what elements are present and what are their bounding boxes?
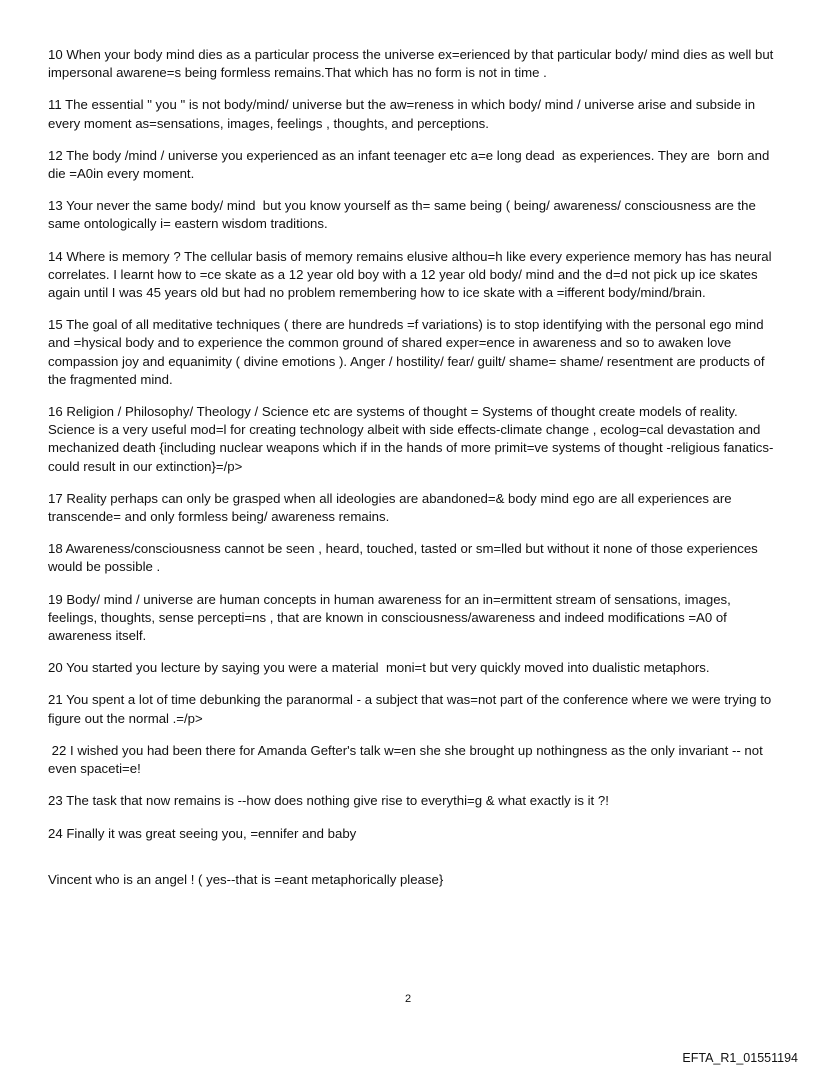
paragraph-10: 10 When your body mind dies as a particular process the universe ex=erienced by that particular body/ mind dies as well but impersonal awarene=s being formless remains.That which has no form is not in time . — [48, 47, 778, 81]
paragraph-15: 15 The goal of all meditative techniques ( there are hundreds =f variations) is to stop identifying with the personal ego mind and =hysical body and to experience the common ground of shared exper=ence in awareness and so to awaken love compassion joy and equanimity ( divine emotions ). Anger / hostility/ fear/ guilt/ shame= shame/ resentment are products of the fragmented mind. — [48, 317, 771, 387]
paragraph-11: 11 The essential " you " is not body/mind/ universe but the aw=reness in which body/ mind / universe arise and subside in every moment as=sensations, images, feelings , thoughts, and perceptions. — [48, 97, 759, 131]
paragraph-12: 12 The body /mind / universe you experienced as an infant teenager etc a=e long dead as experiences. They are born and die =A0in every moment. — [48, 147, 773, 182]
paragraph-20: 20 You started you lecture by saying you were a material moni=t but very quickly moved into dualistic metaphors. — [48, 660, 710, 676]
paragraph-23: 23 The task that now remains is --how does nothing give rise to everythi=g & what exactly is it ?! — [48, 793, 609, 809]
paragraph-18: 18 Awareness/consciousness cannot be seen , heard, touched, tasted or sm=lled but without it none of those experiences would be possible . — [48, 541, 762, 575]
paragraph-21: 21 You spent a lot of time debunking the paranormal - a subject that was=not part of the conference where we were trying to figure out the normal .=/p> — [48, 692, 775, 726]
paragraph-17: 17 Reality perhaps can only be grasped when all ideologies are abandoned=& body mind ego are all experiences are transcende= and only formless being/ awareness remains. — [48, 490, 736, 525]
page-number: 2 — [404, 993, 412, 1005]
paragraph-14: 14 Where is memory ? The cellular basis of memory remains elusive althou=h like every experience memory has has neural correlates. I learnt how to =ce skate as a 12 year old boy with a 12 year old body/ mind and the d=d not pick up ice skates again until I was 45 years old but had no problem remembering how to ice skate with a =ifferent body/mind/brain. — [48, 248, 776, 301]
closing-line: Vincent who is an angel ! ( yes--that is =eant metaphorically please} — [48, 871, 444, 887]
paragraph-24: 24 Finally it was great seeing you, =ennifer and baby — [48, 825, 357, 841]
paragraph-13: 13 Your never the same body/ mind but you know yourself as th= same being ( being/ awareness/ consciousness are the same ontologically i= eastern wisdom traditions. — [48, 198, 760, 232]
paragraph-22: 22 I wished you had been there for Amanda Gefter's talk w=en she she brought up nothingness as the only invariant -- not even spaceti=e! — [48, 742, 767, 777]
letter-body — [48, 46, 778, 903]
paragraph-19: 19 Body/ mind / universe are human concepts in human awareness for an in=ermittent stream of sensations, images, feelings, thoughts, sense percepti=ns , that are known in consciousness/awareness and indeed modifications =A0 of awareness itself. — [48, 591, 735, 644]
document-id-footer: EFTA_R1_01551194 — [682, 1051, 798, 1065]
paragraph-16: 16 Religion / Philosophy/ Theology / Science etc are systems of thought = Systems of thought create models of reality. Science is a very useful mod=l for creating technology albeit with side effects-climate change , ecolog=cal devastation and mechanized death {including nuclear weapons which if in the hands of more primit=ve systems of thought -religious fanatics- could result in our extinction}=/p> — [48, 404, 778, 474]
